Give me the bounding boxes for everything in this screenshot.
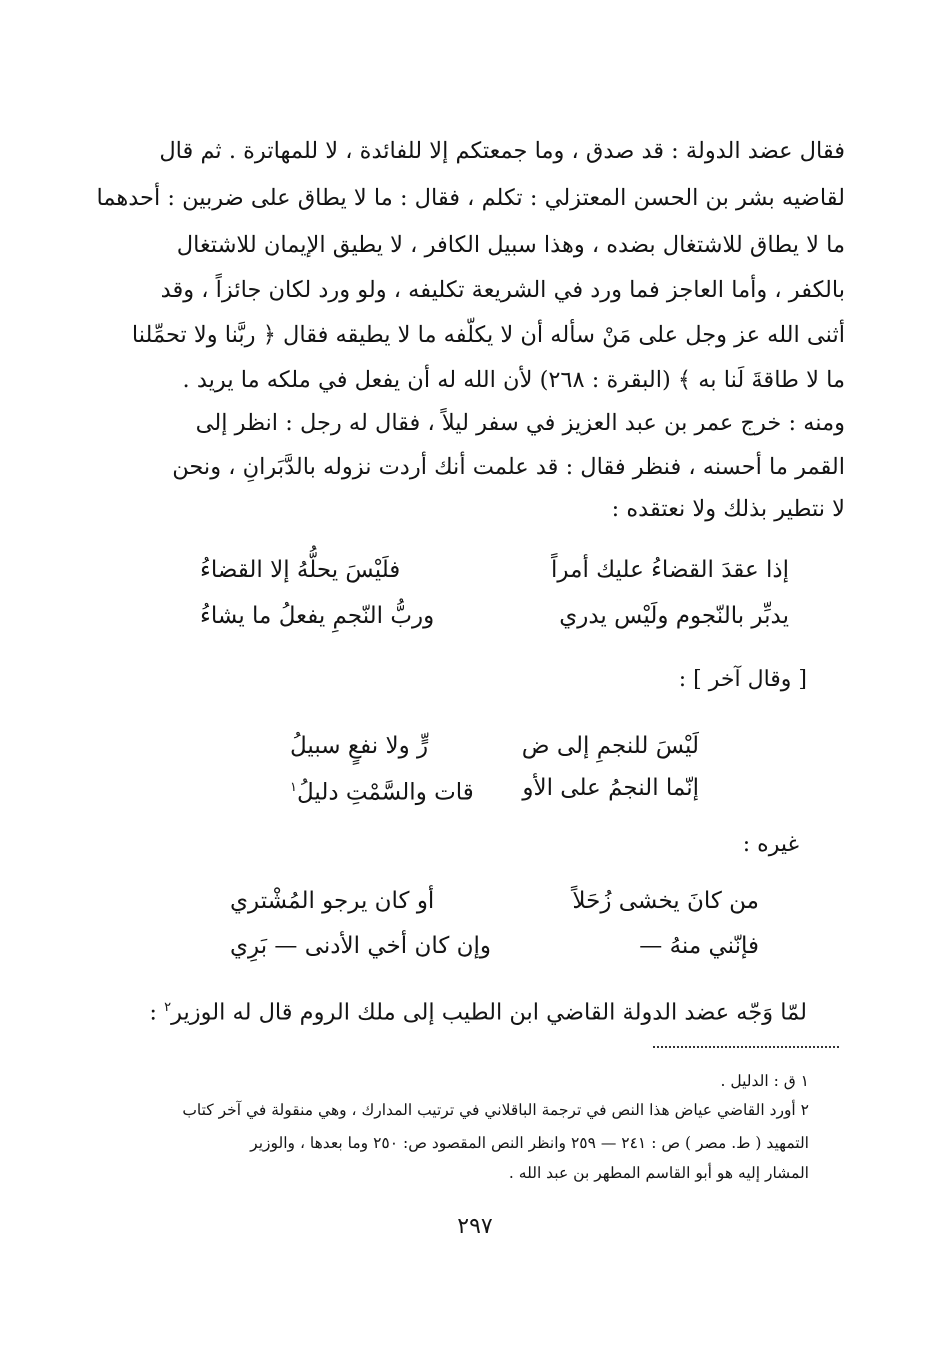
- verse-hemistich-left: أو كان يرجو المُشْتري: [230, 888, 435, 914]
- text-line: ما لا يطاق للاشتغال بضده ، وهذا سبيل الكافر ، لا يطيق الإيمان للاشتغال: [176, 232, 845, 258]
- footnote-marker: ١: [290, 780, 297, 795]
- verse-hemistich-right: إنّما النجمُ على الأو: [522, 775, 699, 801]
- other-label: غيره :: [742, 832, 799, 857]
- verse-hemistich-left: فلَيْسَ يحلُّهُ إلا القضاءُ: [200, 557, 401, 583]
- footnote-continuation: المشار إليه هو أبو القاسم المطهر بن عبد الله .: [508, 1164, 809, 1182]
- closing-line: [149, 993, 807, 1028]
- footnote-separator: [653, 1046, 839, 1048]
- verse-hemistich-right: إذا عقدَ القضاءُ عليك أمراً: [551, 557, 789, 583]
- text-line: ومنه : خرج عمر بن عبد العزيز في سفر ليلاً ، فقال له رجل : انظر إلى: [195, 410, 845, 436]
- footnote: ٢ أورد القاضي عياض هذا النص في ترجمة الباقلاني في ترتيب المدارك ، وهي منقولة في آخر كتاب: [182, 1101, 809, 1119]
- footnote-marker: ٢: [164, 1000, 172, 1015]
- text-line: ما لا طاقةَ لَنا به ﴾ (البقرة : ٢٦٨) لأن الله له أن يفعل في ملكه ما يريد .: [182, 367, 845, 393]
- closing-text: لمّا وَجّه عضد الدولة القاضي ابن الطيب إلى ملك الروم قال له الوزير: [171, 999, 807, 1026]
- verse-hemistich-right: من كانَ يخشى زُحَلاً: [572, 888, 759, 914]
- text-line: فقال عضد الدولة : قد صدق ، وما جمعتكم إلا للفائدة ، لا للمهاترة . ثم قال: [159, 138, 845, 164]
- verse-hemistich-left: وإن كان أخي الأدنى — بَرِي: [230, 933, 491, 959]
- verse-hemistich-right: لَيْسَ للنجمِ إلى ض: [521, 733, 699, 759]
- text-line: لا نتطير بذلك ولا نعتقده :: [611, 496, 845, 522]
- footnote: ١ ق : الدليل .: [720, 1072, 809, 1090]
- text-line: بالكفر ، وأما العاجز فما ورد في الشريعة تكليفه ، ولو ورد لكان جائزاً ، وقد: [160, 277, 845, 303]
- other-poet-label: [ وقال آخر ] :: [678, 667, 807, 692]
- footnote-continuation: التمهيد ( ط. مصر ) ص : ٢٤١ — ٢٥٩ وانظر النص المقصود ص: ٢٥٠ وما بعدها ، والوزير: [250, 1134, 809, 1152]
- verse-hemistich-right: يدبِّر بالنّجوم ولَيْس يدري: [559, 603, 789, 629]
- text-line: لقاضيه بشر بن الحسن المعتزلي : تكلم ، فقال : ما لا يطاق على ضربين : أحدهما: [96, 185, 845, 211]
- verse-hemistich-left: [290, 772, 474, 809]
- page-number: ٢٩٧: [457, 1214, 493, 1239]
- verse-hemistich-left: رٍّ ولا نفعٍ سبيلُ: [290, 733, 429, 759]
- verse-text: قات والسَّمْتِ دليلُ: [296, 779, 474, 806]
- verse-hemistich-left: وربُّ النّجمِ يفعلُ ما يشاءُ: [200, 603, 435, 629]
- closing-colon: :: [149, 999, 165, 1026]
- text-line: أثنى الله عز وجل على مَنْ سأله أن لا يكلّفه ما لا يطيقه فقال ﴿ ربَّنا ولا تحمِّلنا: [131, 322, 845, 348]
- text-line: القمر ما أحسنه ، فنظر فقال : قد علمت أنك أردت نزوله بالدَّبَرانِ ، ونحن: [172, 454, 845, 480]
- verse-hemistich-right: فإنّني منهُ —: [639, 933, 759, 959]
